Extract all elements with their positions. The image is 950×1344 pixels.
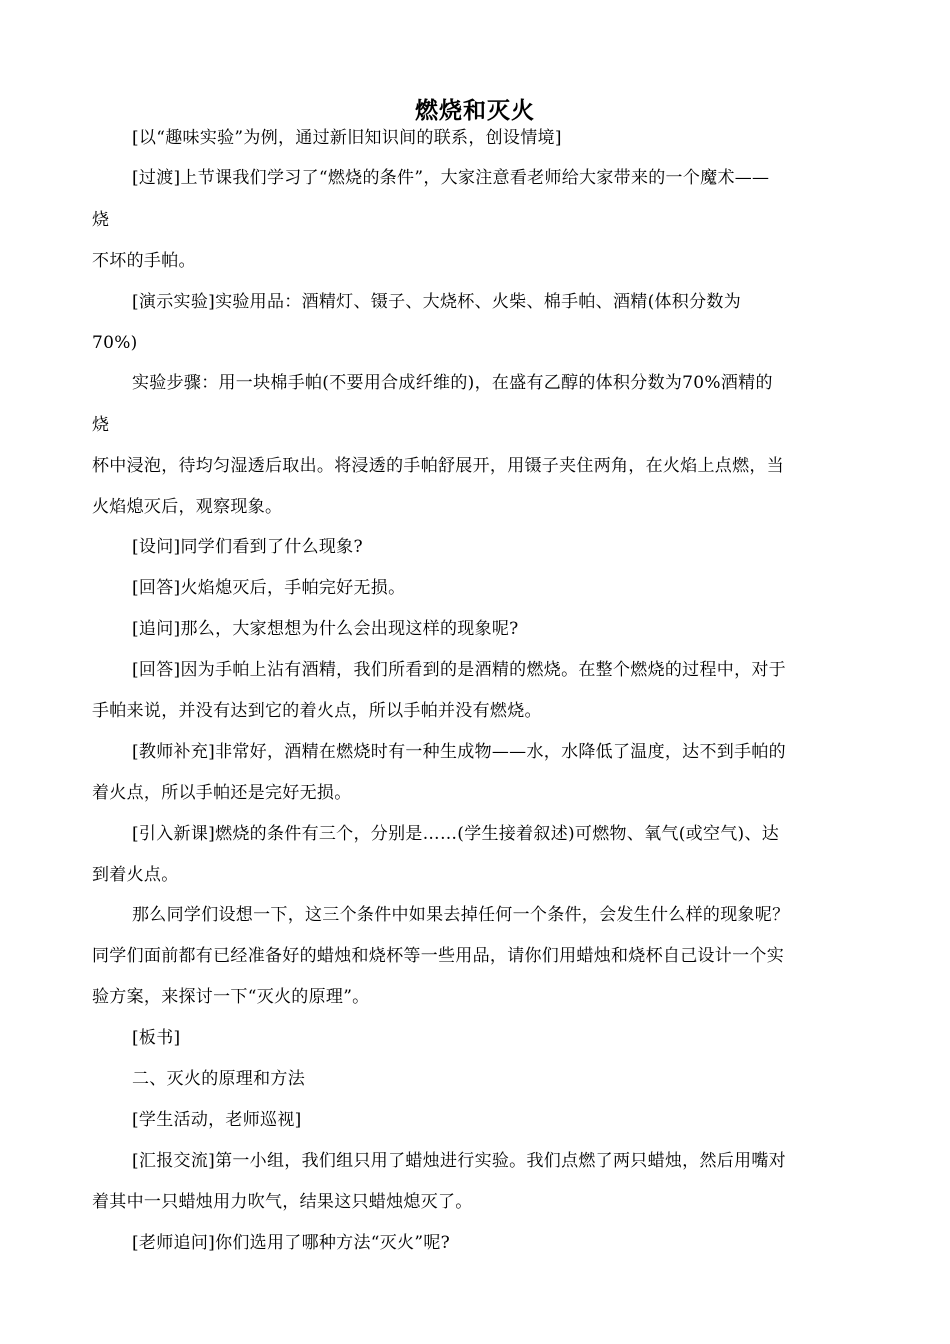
line-14: [回答]因为手帕上沾有酒精，我们所看到的是酒精的燃烧。在整个燃烧的过程中，对于 [132,660,786,680]
line-23: [板书] [132,1028,181,1048]
line-08: 烧 [92,415,110,435]
line-25: [学生活动，老师巡视] [132,1110,302,1130]
line-10: 火焰熄灭后，观察现象。 [92,497,283,517]
document-title: 燃烧和灭火 [415,98,535,124]
line-26: [汇报交流]第一小组，我们组只用了蜡烛进行实验。我们点燃了两只蜡烛，然后用嘴对 [132,1151,786,1171]
line-21: 同学们面前都有已经准备好的蜡烛和烧杯等一些用品，请你们用蜡烛和烧杯自己设计一个实 [92,946,784,966]
line-16: [教师补充]非常好，酒精在燃烧时有一种生成物——水，水降低了温度，达不到手帕的 [132,742,786,762]
line-07: 实验步骤：用一块棉手帕(不要用合成纤维的)，在盛有乙醇的体积分数为70%酒精的 [132,373,773,393]
line-01: [以“趣味实验”为例，通过新旧知识间的联系，创设情境] [132,128,562,148]
line-13: [追问]那么，大家想想为什么会出现这样的现象呢? [132,619,519,639]
line-22: 验方案，来探讨一下“灭火的原理”。 [92,987,370,1007]
line-09: 杯中浸泡，待均匀湿透后取出。将浸透的手帕舒展开，用镊子夹住两角，在火焰上点燃，当 [92,456,784,476]
line-12: [回答]火焰熄灭后，手帕完好无损。 [132,578,406,598]
line-04: 不坏的手帕。 [92,251,196,271]
line-18: [引入新课]燃烧的条件有三个，分别是……(学生接着叙述)可燃物、氧气(或空气)、达 [132,824,780,844]
line-19: 到着火点。 [92,865,179,885]
line-02: [过渡]上节课我们学习了“燃烧的条件”，大家注意看老师给大家带来的一个魔术—— [132,168,770,188]
line-15: 手帕来说，并没有达到它的着火点，所以手帕并没有燃烧。 [92,701,542,721]
line-28: [老师追问]你们选用了哪种方法“灭火”呢? [132,1233,451,1253]
line-05: [演示实验]实验用品：酒精灯、镊子、大烧杯、火柴、棉手帕、酒精(体积分数为 [132,292,741,312]
line-03: 烧 [92,210,110,230]
line-11: [设问]同学们看到了什么现象? [132,537,363,557]
line-27: 着其中一只蜡烛用力吹气，结果这只蜡烛熄灭了。 [92,1192,473,1212]
line-20: 那么同学们设想一下，这三个条件中如果去掉任何一个条件，会发生什么样的现象呢？ [132,905,790,925]
line-06: 70%) [92,333,138,353]
line-17: 着火点，所以手帕还是完好无损。 [92,783,352,803]
line-24: 二、灭火的原理和方法 [132,1069,305,1089]
